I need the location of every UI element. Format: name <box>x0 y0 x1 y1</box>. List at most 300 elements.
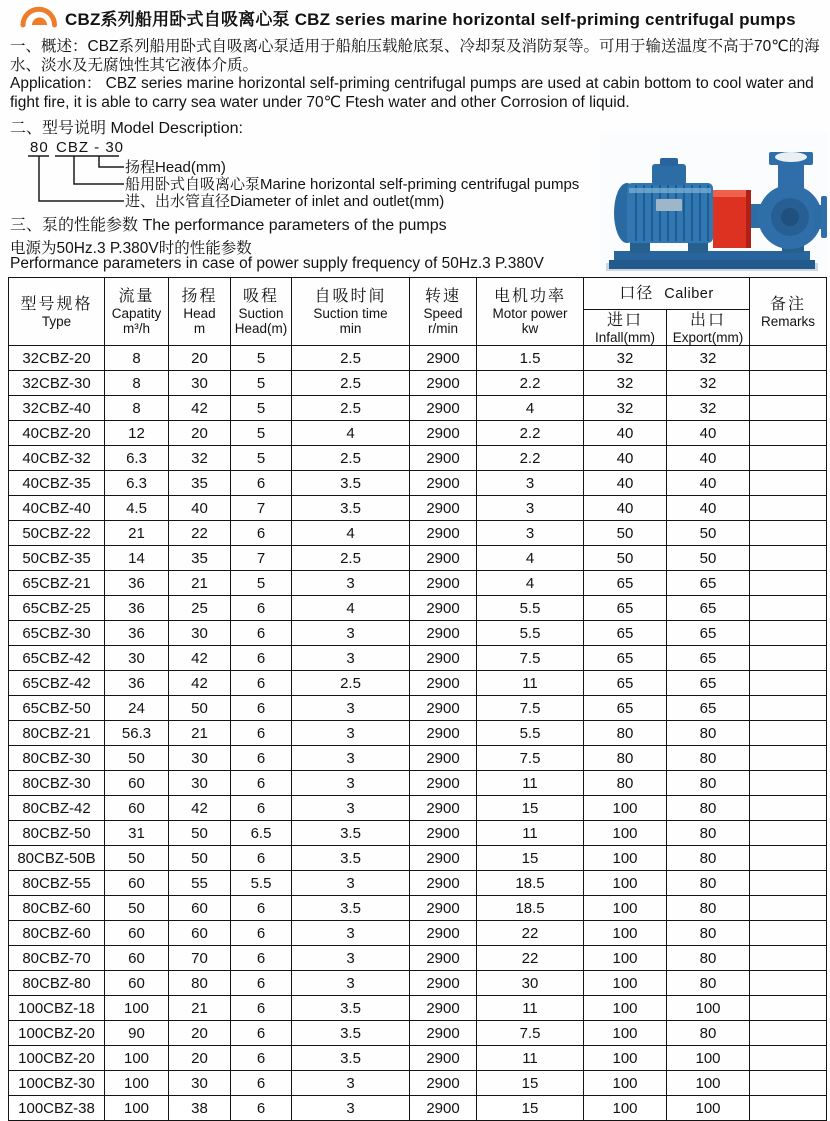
pump-model-cell: 65CBZ-50 <box>9 696 105 721</box>
value-cell: 60 <box>169 896 231 921</box>
table-row <box>9 646 827 671</box>
value-cell: 100 <box>584 946 667 971</box>
value-cell: 30 <box>169 771 231 796</box>
value-cell: 6.3 <box>105 471 169 496</box>
pump-model-cell: 100CBZ-38 <box>9 1096 105 1121</box>
value-cell: 7 <box>231 546 292 571</box>
value-cell: 20 <box>169 1046 231 1071</box>
col-header-type-zh: 型号规格 <box>20 295 93 313</box>
table-row <box>9 521 827 546</box>
col-header-time-en: Suction time <box>313 306 388 321</box>
value-cell: 80 <box>584 721 667 746</box>
value-cell: 20 <box>169 421 231 446</box>
value-cell: 8 <box>105 371 169 396</box>
value-cell: 55 <box>169 871 231 896</box>
value-cell: 56.3 <box>105 721 169 746</box>
value-cell: 30 <box>169 621 231 646</box>
value-cell: 80 <box>667 796 750 821</box>
value-cell: 24 <box>105 696 169 721</box>
value-cell: 36 <box>105 596 169 621</box>
value-cell: 3 <box>292 1096 410 1121</box>
pump-model-cell: 32CBZ-20 <box>9 346 105 371</box>
value-cell: 6 <box>231 746 292 771</box>
value-cell: 50 <box>105 896 169 921</box>
value-cell: 60 <box>105 946 169 971</box>
value-cell: 21 <box>105 521 169 546</box>
value-cell: 80 <box>667 846 750 871</box>
value-cell: 7.5 <box>477 746 584 771</box>
value-cell: 8 <box>105 396 169 421</box>
value-cell: 65 <box>667 571 750 596</box>
value-cell: 3.5 <box>292 846 410 871</box>
value-cell: 32 <box>584 346 667 371</box>
remarks-cell <box>750 446 827 471</box>
value-cell: 36 <box>105 571 169 596</box>
pump-model-cell: 100CBZ-20 <box>9 1021 105 1046</box>
value-cell: 100 <box>584 821 667 846</box>
remarks-cell <box>750 621 827 646</box>
pump-model-cell: 40CBZ-35 <box>9 471 105 496</box>
table-row <box>9 971 827 996</box>
col-header-infall-zh: 进口 <box>606 311 643 329</box>
performance-table <box>8 277 827 1121</box>
table-row <box>9 496 827 521</box>
value-cell: 30 <box>169 371 231 396</box>
value-cell: 2900 <box>410 521 477 546</box>
pump-model-cell: 50CBZ-35 <box>9 546 105 571</box>
col-header-speed-zh: 转速 <box>424 288 461 305</box>
value-cell: 40 <box>667 496 750 521</box>
value-cell: 3 <box>292 1071 410 1096</box>
table-row <box>9 371 827 396</box>
value-cell: 35 <box>169 546 231 571</box>
value-cell: 2900 <box>410 1046 477 1071</box>
value-cell: 3 <box>292 771 410 796</box>
value-cell: 6 <box>231 846 292 871</box>
remarks-cell <box>750 971 827 996</box>
value-cell: 30 <box>105 646 169 671</box>
value-cell: 3.5 <box>292 471 410 496</box>
value-cell: 6 <box>231 796 292 821</box>
value-cell: 50 <box>169 846 231 871</box>
pump-model-cell: 80CBZ-50 <box>9 821 105 846</box>
value-cell: 6 <box>231 696 292 721</box>
value-cell: 100 <box>584 971 667 996</box>
value-cell: 32 <box>169 446 231 471</box>
value-cell: 14 <box>105 546 169 571</box>
value-cell: 2900 <box>410 346 477 371</box>
value-cell: 60 <box>105 796 169 821</box>
value-cell: 80 <box>584 771 667 796</box>
table-row <box>9 471 827 496</box>
value-cell: 3 <box>292 796 410 821</box>
value-cell: 5 <box>231 346 292 371</box>
value-cell: 15 <box>477 1071 584 1096</box>
value-cell: 80 <box>169 971 231 996</box>
value-cell: 11 <box>477 996 584 1021</box>
value-cell: 80 <box>667 971 750 996</box>
pump-model-cell: 80CBZ-21 <box>9 721 105 746</box>
value-cell: 65 <box>667 621 750 646</box>
value-cell: 100 <box>105 996 169 1021</box>
value-cell: 4 <box>292 421 410 446</box>
value-cell: 2.5 <box>292 396 410 421</box>
col-header-capacity-zh: 流量 <box>118 288 155 305</box>
value-cell: 3 <box>292 621 410 646</box>
value-cell: 2.5 <box>292 671 410 696</box>
value-cell: 3.5 <box>292 996 410 1021</box>
value-cell: 2900 <box>410 996 477 1021</box>
col-header-power-zh: 电机功率 <box>493 288 566 305</box>
value-cell: 5 <box>231 571 292 596</box>
value-cell: 1.5 <box>477 346 584 371</box>
value-cell: 7 <box>231 496 292 521</box>
value-cell: 40 <box>667 471 750 496</box>
value-cell: 42 <box>169 396 231 421</box>
table-row <box>9 696 827 721</box>
overview-paragraph-zh: 一、概述：CBZ系列船用卧式自吸离心泵适用于船舶压载舱底泵、冷却泵及消防泵等。可用于输送温度不高于70℃的海水、淡水及无腐蚀性其它液体介质。 <box>10 38 820 74</box>
value-cell: 3.5 <box>292 1046 410 1071</box>
value-cell: 60 <box>105 871 169 896</box>
value-cell: 50 <box>105 746 169 771</box>
table-row <box>9 396 827 421</box>
remarks-cell <box>750 1046 827 1071</box>
col-header-suction-unit: Head(m) <box>234 321 288 336</box>
col-header-infall <box>584 310 667 346</box>
value-cell: 2900 <box>410 1096 477 1121</box>
remarks-cell <box>750 1021 827 1046</box>
remarks-cell <box>750 671 827 696</box>
value-cell: 15 <box>477 796 584 821</box>
table-row <box>9 346 827 371</box>
diagram-label-pump-type: 船用卧式自吸离心泵Marine horizontal self-priming centrifugal pumps <box>125 176 580 193</box>
value-cell: 20 <box>169 346 231 371</box>
value-cell: 2900 <box>410 1021 477 1046</box>
pump-model-cell: 80CBZ-50B <box>9 846 105 871</box>
value-cell: 31 <box>105 821 169 846</box>
table-row <box>9 1071 827 1096</box>
col-header-capacity-unit: m³/h <box>123 321 150 336</box>
value-cell: 2900 <box>410 896 477 921</box>
pump-model-cell: 80CBZ-30 <box>9 771 105 796</box>
value-cell: 100 <box>667 996 750 1021</box>
value-cell: 80 <box>667 771 750 796</box>
pump-model-cell: 100CBZ-20 <box>9 1046 105 1071</box>
value-cell: 2900 <box>410 821 477 846</box>
remarks-cell <box>750 821 827 846</box>
pump-model-cell: 65CBZ-42 <box>9 646 105 671</box>
value-cell: 2900 <box>410 646 477 671</box>
col-header-remarks <box>750 278 827 346</box>
col-header-type-en: Type <box>41 313 72 329</box>
value-cell: 50 <box>169 696 231 721</box>
pump-model-cell: 50CBZ-22 <box>9 521 105 546</box>
value-cell: 65 <box>584 571 667 596</box>
value-cell: 65 <box>584 596 667 621</box>
table-row <box>9 946 827 971</box>
value-cell: 2900 <box>410 846 477 871</box>
value-cell: 3 <box>292 871 410 896</box>
value-cell: 25 <box>169 596 231 621</box>
pump-model-cell: 80CBZ-55 <box>9 871 105 896</box>
col-header-caliber-group <box>584 278 750 310</box>
value-cell: 3 <box>292 971 410 996</box>
col-header-suction-zh: 吸程 <box>242 288 279 305</box>
value-cell: 21 <box>169 996 231 1021</box>
value-cell: 2900 <box>410 421 477 446</box>
value-cell: 32 <box>667 346 750 371</box>
value-cell: 32 <box>584 396 667 421</box>
pump-model-cell: 65CBZ-21 <box>9 571 105 596</box>
value-cell: 30 <box>169 746 231 771</box>
col-header-remarks-en: Remarks <box>760 313 815 329</box>
value-cell: 100 <box>105 1096 169 1121</box>
value-cell: 2900 <box>410 621 477 646</box>
value-cell: 30 <box>169 1071 231 1096</box>
table-row <box>9 896 827 921</box>
value-cell: 20 <box>169 1021 231 1046</box>
value-cell: 32 <box>584 371 667 396</box>
value-cell: 65 <box>667 696 750 721</box>
pump-model-cell: 40CBZ-32 <box>9 446 105 471</box>
value-cell: 100 <box>105 1071 169 1096</box>
value-cell: 7.5 <box>477 646 584 671</box>
model-description-heading: 二、型号说明 Model Description: <box>10 120 243 137</box>
value-cell: 40 <box>169 496 231 521</box>
pump-model-cell: 100CBZ-30 <box>9 1071 105 1096</box>
remarks-cell <box>750 471 827 496</box>
value-cell: 6 <box>231 671 292 696</box>
value-cell: 11 <box>477 671 584 696</box>
value-cell: 40 <box>584 496 667 521</box>
pump-model-cell: 65CBZ-30 <box>9 621 105 646</box>
pump-model-cell: 80CBZ-80 <box>9 971 105 996</box>
value-cell: 80 <box>667 1021 750 1046</box>
value-cell: 22 <box>477 921 584 946</box>
table-row <box>9 446 827 471</box>
col-header-caliber-zh: 口径 <box>619 284 654 302</box>
remarks-cell <box>750 696 827 721</box>
value-cell: 12 <box>105 421 169 446</box>
value-cell: 65 <box>584 621 667 646</box>
value-cell: 2900 <box>410 1071 477 1096</box>
remarks-cell <box>750 396 827 421</box>
table-row <box>9 621 827 646</box>
table-row <box>9 421 827 446</box>
value-cell: 6 <box>231 771 292 796</box>
value-cell: 100 <box>584 996 667 1021</box>
value-cell: 36 <box>105 671 169 696</box>
value-cell: 6 <box>231 946 292 971</box>
value-cell: 65 <box>584 696 667 721</box>
value-cell: 3 <box>292 571 410 596</box>
value-cell: 2900 <box>410 971 477 996</box>
value-cell: 2900 <box>410 746 477 771</box>
value-cell: 2.2 <box>477 446 584 471</box>
model-code-series-part: CBZ - 30 <box>56 139 125 156</box>
page-header <box>20 5 796 30</box>
value-cell: 11 <box>477 821 584 846</box>
value-cell: 40 <box>667 446 750 471</box>
value-cell: 22 <box>169 521 231 546</box>
value-cell: 50 <box>667 546 750 571</box>
value-cell: 2900 <box>410 696 477 721</box>
value-cell: 8 <box>105 346 169 371</box>
value-cell: 65 <box>667 671 750 696</box>
value-cell: 42 <box>169 796 231 821</box>
col-header-power-unit: kw <box>521 321 539 336</box>
performance-heading: 三、泵的性能参数 The performance parameters of the pumps <box>10 217 447 234</box>
value-cell: 100 <box>584 1046 667 1071</box>
value-cell: 6.3 <box>105 446 169 471</box>
remarks-cell <box>750 796 827 821</box>
value-cell: 2900 <box>410 771 477 796</box>
value-cell: 3.5 <box>292 496 410 521</box>
page-title <box>65 5 796 30</box>
value-cell: 6 <box>231 646 292 671</box>
col-header-caliber-en: Caliber <box>664 285 714 302</box>
remarks-cell <box>750 596 827 621</box>
page-title-zh: CBZ系列船用卧式自吸离心泵 <box>65 10 290 29</box>
col-header-head-zh: 扬程 <box>181 288 218 305</box>
value-cell: 6 <box>231 521 292 546</box>
value-cell: 3 <box>477 471 584 496</box>
value-cell: 65 <box>584 671 667 696</box>
value-cell: 100 <box>667 1046 750 1071</box>
value-cell: 3.5 <box>292 1021 410 1046</box>
model-code-diameter-part: 80 <box>30 139 49 156</box>
col-header-head-unit: m <box>193 321 206 336</box>
table-row <box>9 1046 827 1071</box>
value-cell: 2900 <box>410 396 477 421</box>
value-cell: 50 <box>169 821 231 846</box>
remarks-cell <box>750 571 827 596</box>
value-cell: 2900 <box>410 721 477 746</box>
col-header-speed-unit: r/min <box>428 321 458 336</box>
value-cell: 50 <box>584 546 667 571</box>
power-note-zh: 电源为50Hz.3 P.380V时的性能参数 <box>10 240 252 257</box>
value-cell: 6 <box>231 1071 292 1096</box>
remarks-cell <box>750 546 827 571</box>
remarks-cell <box>750 646 827 671</box>
value-cell: 2.5 <box>292 371 410 396</box>
value-cell: 6 <box>231 721 292 746</box>
col-header-suction-time <box>292 278 410 346</box>
pump-model-cell: 65CBZ-42 <box>9 671 105 696</box>
remarks-cell <box>750 921 827 946</box>
value-cell: 2900 <box>410 496 477 521</box>
value-cell: 42 <box>169 646 231 671</box>
value-cell: 2.2 <box>477 421 584 446</box>
value-cell: 2900 <box>410 571 477 596</box>
pump-model-cell: 32CBZ-30 <box>9 371 105 396</box>
col-header-suction-en: Suction <box>238 306 284 321</box>
value-cell: 70 <box>169 946 231 971</box>
value-cell: 5 <box>231 371 292 396</box>
value-cell: 6 <box>231 896 292 921</box>
table-row <box>9 746 827 771</box>
remarks-cell <box>750 946 827 971</box>
value-cell: 100 <box>667 1096 750 1121</box>
pump-model-cell: 32CBZ-40 <box>9 396 105 421</box>
value-cell: 3 <box>292 946 410 971</box>
value-cell: 6 <box>231 1046 292 1071</box>
value-cell: 38 <box>169 1096 231 1121</box>
table-row <box>9 996 827 1021</box>
value-cell: 6 <box>231 471 292 496</box>
value-cell: 6 <box>231 596 292 621</box>
col-header-speed <box>410 278 477 346</box>
value-cell: 65 <box>584 646 667 671</box>
col-header-type <box>9 278 105 346</box>
col-header-export-zh: 出口 <box>689 311 726 329</box>
value-cell: 5.5 <box>477 596 584 621</box>
value-cell: 80 <box>584 746 667 771</box>
value-cell: 40 <box>584 446 667 471</box>
value-cell: 6.5 <box>231 821 292 846</box>
pump-model-cell: 40CBZ-20 <box>9 421 105 446</box>
pump-model-cell: 80CBZ-60 <box>9 921 105 946</box>
value-cell: 50 <box>105 846 169 871</box>
value-cell: 100 <box>584 896 667 921</box>
value-cell: 2.5 <box>292 446 410 471</box>
value-cell: 2900 <box>410 946 477 971</box>
value-cell: 30 <box>477 971 584 996</box>
value-cell: 2.2 <box>477 371 584 396</box>
diagram-label-diameter: 进、出水管直径Diameter of inlet and outlet(mm) <box>125 193 445 210</box>
value-cell: 5.5 <box>477 621 584 646</box>
overview-paragraph-en: Application： CBZ series marine horizontal self-priming centrifugal pumps are used at cabin bottom to cool water and fight fire, it is able to carry sea water under 70℃ Ftesh water and other Corrosion of liquid. <box>10 75 814 111</box>
col-header-export-en: Export(mm) <box>672 329 744 345</box>
remarks-cell <box>750 871 827 896</box>
remarks-cell <box>750 496 827 521</box>
value-cell: 80 <box>667 871 750 896</box>
remarks-cell <box>750 771 827 796</box>
value-cell: 18.5 <box>477 896 584 921</box>
value-cell: 36 <box>105 621 169 646</box>
value-cell: 60 <box>105 971 169 996</box>
value-cell: 32 <box>667 371 750 396</box>
table-row <box>9 871 827 896</box>
value-cell: 80 <box>667 746 750 771</box>
remarks-cell <box>750 346 827 371</box>
value-cell: 40 <box>667 421 750 446</box>
value-cell: 5 <box>231 421 292 446</box>
value-cell: 2900 <box>410 671 477 696</box>
page-title-en: CBZ series marine horizontal self-priming centrifugal pumps <box>294 10 796 29</box>
value-cell: 4 <box>292 596 410 621</box>
value-cell: 7.5 <box>477 1021 584 1046</box>
table-row <box>9 796 827 821</box>
value-cell: 2900 <box>410 796 477 821</box>
remarks-cell <box>750 521 827 546</box>
pump-model-cell: 80CBZ-30 <box>9 746 105 771</box>
value-cell: 11 <box>477 771 584 796</box>
model-code-diagram <box>20 139 580 213</box>
remarks-cell <box>750 846 827 871</box>
value-cell: 3 <box>292 921 410 946</box>
value-cell: 4.5 <box>105 496 169 521</box>
value-cell: 2900 <box>410 921 477 946</box>
value-cell: 100 <box>584 846 667 871</box>
diagram-label-head: 扬程Head(mm) <box>125 159 226 176</box>
performance-table-body <box>9 346 827 1121</box>
pump-model-cell: 65CBZ-25 <box>9 596 105 621</box>
pump-model-cell: 100CBZ-18 <box>9 996 105 1021</box>
value-cell: 65 <box>667 646 750 671</box>
value-cell: 100 <box>667 1071 750 1096</box>
value-cell: 50 <box>584 521 667 546</box>
